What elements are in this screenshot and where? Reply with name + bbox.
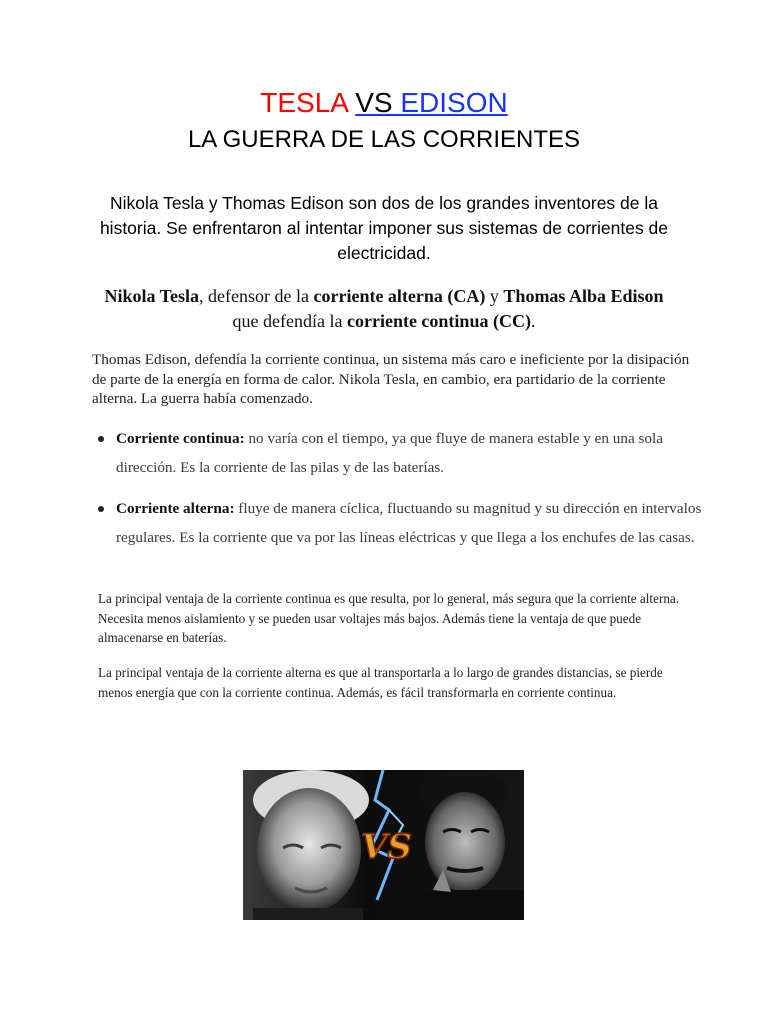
bullet-term: Corriente continua: xyxy=(116,430,245,447)
definition-paragraph xyxy=(100,284,668,334)
document-title xyxy=(0,86,768,120)
term-cc: corriente continua (CC) xyxy=(346,311,531,331)
title-edison: EDISON xyxy=(400,87,508,118)
document-subtitle: LA GUERRA DE LAS CORRIENTES xyxy=(187,126,581,153)
term-ca: corriente alterna (CA) xyxy=(313,286,486,306)
bullet-icon xyxy=(98,506,104,512)
intro-paragraph: Nikola Tesla y Thomas Edison son dos de los grandes inventores de la historia. Se enfrentaron al intentar imponer sus sistemas de corrientes de electricidad. xyxy=(99,193,669,263)
bullet-icon xyxy=(98,436,104,442)
definition-text: y xyxy=(485,286,504,306)
definition-text: que defendía la xyxy=(232,311,347,331)
edison-vs-tesla-image xyxy=(243,770,524,920)
edison-tesla-paragraph: Thomas Edison, defendía la corriente continua, un sistema más caro e ineficiente por la disipación de parte de la energía en forma de calor. Nikola Tesla, en cambio, era partidario de la corriente alterna. La guerra había comenzado. xyxy=(92,351,690,407)
bullet-text: fluye de manera cíclica, fluctuando su magnitud y su dirección en intervalos regulares. Es la corriente que va por las líneas eléctricas y que llega a los enchufes de las casas. xyxy=(116,500,702,546)
current-types-list xyxy=(96,424,711,552)
definition-text: , defensor de la xyxy=(199,286,314,306)
title-vs: VS xyxy=(355,87,401,118)
name-tesla: Nikola Tesla xyxy=(104,286,200,306)
vs-label: VS xyxy=(361,827,412,867)
name-edison: Thomas Alba Edison xyxy=(503,286,664,306)
list-item xyxy=(96,494,711,552)
bullet-text: no varía con el tiempo, ya que fluye de manera estable y en una sola dirección. Es la corriente de las pilas y de las baterías. xyxy=(116,430,663,476)
ac-advantage-paragraph: La principal ventaja de la corriente alterna es que al transportarla a lo largo de grandes distancias, se pierde menos energía que con la corriente continua. Además, es fácil transformarla en corriente continua. xyxy=(98,665,663,700)
definition-text: . xyxy=(530,311,536,331)
bullet-term: Corriente alterna: xyxy=(116,500,235,517)
list-item xyxy=(96,424,711,482)
portrait-illustration xyxy=(243,770,524,920)
tesla-face xyxy=(425,792,505,892)
title-tesla: TESLA xyxy=(260,87,356,118)
dc-advantage-paragraph: La principal ventaja de la corriente continua es que resulta, por lo general, más segura que la corriente alterna. Necesita menos aislamiento y se pueden usar voltajes más bajos. Además tiene la ventaja de que puede almacenarse en baterías. xyxy=(98,591,680,645)
